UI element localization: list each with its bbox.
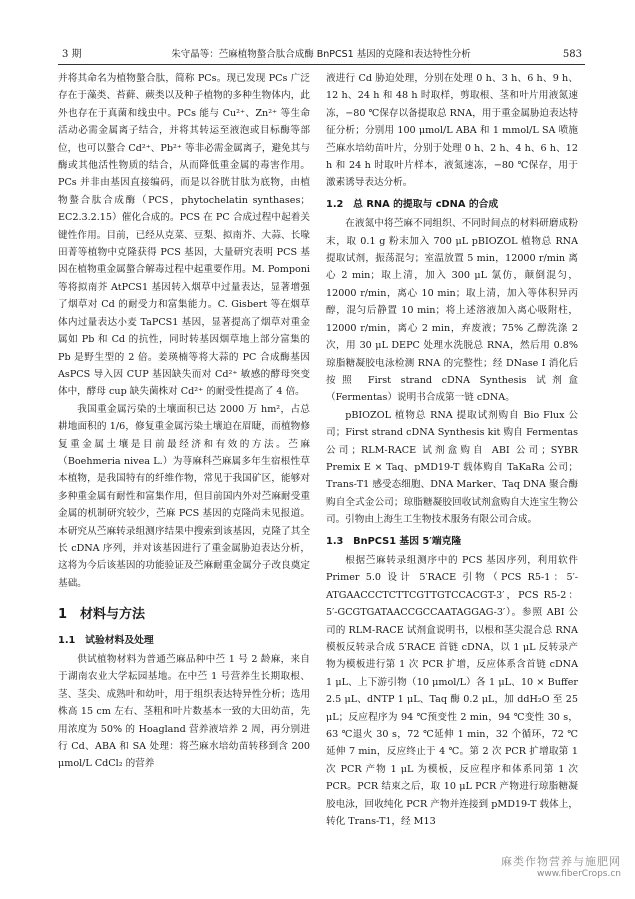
issue-number: 3 期 bbox=[62, 49, 82, 60]
intro-paragraph-1: 并将其命名为植物螯合肽，简称 PCs。现已发现 PCs 广泛存在于藻类、苔藓、蕨类以及种子植物的多种生物体内，此外也存在于真菌和线虫中。PCs 能与 Cu²⁺、Zn²⁺ 等生命活动必需金属离子结合，并将其转运至液泡或目标酶等部位，也可以螯合 Cd²⁺、Pb²⁺ 等非必需金属离子，避免其与酶或其他活性物质的结合，从而降低重金属的毒害作用。PCs 并非由基因直接编码，而是以谷胱甘肽为底物，由植物螯合肽合成酶（PCS，phytochelatin synthases；EC2.3.2.15）催化合成的。PCS 在 PC 合成过程中起着关键性作用。目前，已经从克菜、豆梨、拟南芥、大蒜、长喙田菁等植物中克隆获得 PCS 基因，大量研究表明 PCS 基因在植物重金属螯合解毒过程中起重要作用。M. Pomponi 等将拟南芥 AtPCS1 基因转入烟草中过量表达，显著增强了烟草对 Cd 的耐受力和富集能力。C. Gisbert 等在烟草体内过量表达小麦 TaPCS1 基因，显著提高了烟草对重金属如 Pb 和 Cd 的抗性，同时转基因烟草地上部分富集的 Pb 是野生型的 2 倍。姜瑛楠等将大蒜的 PC 合成酶基因 AsPCS 导入因 CUP 基因缺失而对 Cd²⁺ 敏感的酵母突变体中，酵母 cup 缺失菌株对 Cd²⁺ 的耐受性提高了 4 倍。 bbox=[58, 73, 310, 398]
subsection-heading-1-3: 1.3 BnPCS1 基因 5′端克隆 bbox=[326, 535, 462, 547]
page-number: 583 bbox=[562, 49, 582, 60]
subsection-heading-1-1: 1.1 试验材料及处理 bbox=[58, 634, 154, 646]
header-rule bbox=[58, 64, 585, 65]
subsection-heading-1-2: 1.2 总 RNA 的提取与 cDNA 的合成 bbox=[326, 198, 499, 210]
paragraph-1-1: 供试植物材料为普通苎麻品种中苎 1 号 2 龄麻，来自于湖南农业大学耘园基地。在中苎 1 号营养生长期取根、茎、茎尖、成熟叶和幼叶，用于组织表达特异性分析；选用株高 15 cm 左右、茎粗和叶片数基本一致的大田幼苗，先用浓度为 50% 的 Hoagland 营养液培养 2 周，再分别进行 Cd、ABA 和 SA 处理：将苎麻水培幼苗转移到含 200 μmol/L CdCl₂ 的营养 bbox=[58, 654, 310, 770]
site-watermark bbox=[501, 853, 621, 879]
paragraph-1-2-reagents: pBIOZOL 植物总 RNA 提取试剂购自 Bio Flux 公司；First strand cDNA Synthesis kit 购自 Fermentas 公司；RLM-RACE 试剂盒购自 ABI 公司；SYBR Premix E × Taq、pMD19-T 载体购自 TaKaRa 公司；Trans-T1 感受态细胞、DNA Marker、Taq DNA 聚合酶购自全式金公司；琼脂糖凝胶回收试剂盒购自大连宝生物公司。引物由上海生工生物技术服务有限公司合成。 bbox=[326, 409, 578, 526]
watermark-text: 麻类作物营养与施肥网 bbox=[501, 855, 621, 868]
intro-paragraph-2: 我国重金属污染的土壤面积已达 2000 万 hm²，占总耕地面积的 1/6，修复重金属污染土壤迫在眉睫，而植物修复重金属土壤是目前最经济和有效的方法。苎麻（Boehmeria nivea L.）为荨麻科苎麻属多年生宿根性草本植物，是我国特有的纤维作物，常见于我国矿区，能够对多种重金属有耐性和富集作用，但目前国内外对苎麻耐受重金属的机制研究较少，苎麻 PCS 基因的克隆尚未见报道。本研究从苎麻转录组测序结果中搜索到该基因，克隆了其全长 cDNA 序列，并对该基因进行了重金属胁迫表达分析，这将为今后该基因的功能验证及苎麻耐重金属分子改良奠定基础。 bbox=[58, 403, 310, 589]
running-header bbox=[62, 38, 582, 60]
paragraph-1-2: 在液氮中将苎麻不同组织、不同时间点的材料研磨成粉末，取 0.1 g 粉末加入 700 μL pBIOZOL 植物总 RNA 提取试剂，振荡混匀；室温放置 5 min，12000 r/min 离心 2 min；取上清，加入 300 μL 氯仿，颠倒混匀，12000 r/min，离心 10 min；取上清，加入等体积异丙醇，混匀后静置 10 min；将上述溶液加入离心吸附柱，12000 r/min，离心 2 min，弃废液；75% 乙醇洗涤 2 次，用 30 μL DEPC 处理水洗脱总 RNA，然后用 0.8% 琼脂糖凝胶电泳检测 RNA 的完整性；经 DNase I 消化后按照 First strand cDNA Synthesis 试剂盒（Fermentas）说明书合成第一链 cDNA。 bbox=[326, 218, 578, 404]
left-column bbox=[58, 70, 310, 773]
section-heading-methods: 1 材料与方法 bbox=[58, 607, 146, 623]
watermark-url: www.fiberCrops.cn bbox=[537, 869, 621, 879]
paragraph-1-3: 根据苎麻转录组测序中的 PCS 基因序列，利用软件 Primer 5.0 设计 5′RACE 引物（PCS R5-1：5′-ATGAACCCTCTTCGTTGTCCACGT-3′，PCS R5-2：5′-GCGTGATAACCGCCAATAGGAG-3′）。参照 ABI 公司的 RLM-RACE 试剂盒说明书，以根和茎尖混合总 RNA 模板反转录合成 5′RACE 首链 cDNA，以 1 μL 反转录产物为模板进行第 1 次 PCR 扩增，反应体系含首链 cDNA 1 μL、上下游引物（10 μmol/L）各 1 μL、10 × Buffer 2.5 μL、dNTP 1 μL、Taq 酶 0.2 μL，加 ddH₂O 至 25 μL；反应程序为 94 ℃预变性 2 min，94 ℃变性 30 s，63 ℃退火 30 s，72 ℃延伸 1 min，32 个循环，72 ℃延伸 7 min，反应终止于 4 ℃。第 2 次 PCR 扩增取第 1 次 PCR 产物 1 μL 为模板，反应程序和体系同第 1 次 PCR。PCR 结束之后，取 10 μL PCR 产物进行琼脂糖凝胶电泳，回收纯化 PCR 产物并连接到 pMD19-T 载体上，转化 Trans-T1，经 M13 bbox=[326, 554, 578, 828]
right-column bbox=[326, 70, 578, 830]
paragraph-1-1-continued: 液进行 Cd 胁迫处理，分别在处理 0 h、3 h、6 h、9 h、12 h、24 h 和 48 h 时取样，剪取根、茎和叶片用液氮速冻，−80 ℃保存以备提取总 RNA，用于重金属胁迫表达特征分析；分别用 100 μmol/L ABA 和 1 mmol/L SA 喷施苎麻水培幼苗叶片，分别于处理 0 h、2 h、4 h、6 h、12 h 和 24 h 时取叶片样本，液氮速冻，−80 ℃保存，用于激素诱导表达分析。 bbox=[326, 73, 578, 189]
running-title: 朱守晶等：苎麻植物螯合肽合成酶 BnPCS1 基因的克隆和表达特性分析 bbox=[171, 49, 471, 60]
